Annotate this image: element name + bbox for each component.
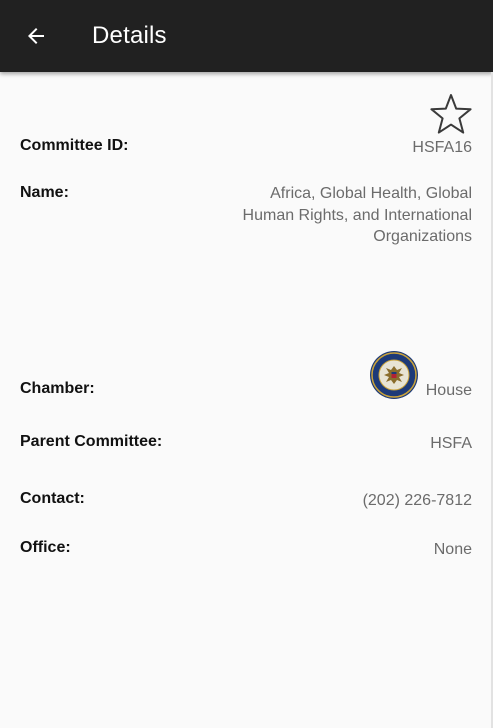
office-value: None: [433, 541, 472, 558]
committee-id-label: Committee ID:: [20, 137, 129, 154]
chamber-value: House: [425, 382, 472, 399]
name-value-line: Africa, Global Health, Global: [270, 185, 472, 202]
name-value-line: Human Rights, and International: [242, 206, 472, 224]
app-bar: [0, 0, 493, 72]
contact-value[interactable]: (202) 226-7812: [362, 492, 472, 509]
parent-committee-label: Parent Committee:: [20, 433, 163, 450]
name-label: Name:: [20, 184, 69, 201]
star-outline-icon: [429, 93, 473, 135]
name-value-line: Organizations: [373, 228, 472, 245]
favorite-button[interactable]: [429, 93, 473, 135]
back-button[interactable]: [16, 18, 56, 54]
parent-committee-value: HSFA: [430, 435, 472, 452]
name-value: [243, 183, 472, 248]
chamber-label: Chamber:: [20, 380, 95, 397]
page-title: Details: [92, 22, 167, 49]
committee-id-value: HSFA16: [412, 139, 472, 156]
arrow-left-icon: [24, 24, 48, 48]
contact-label: Contact:: [20, 490, 85, 507]
office-label: Office:: [20, 539, 71, 556]
house-seal-icon: [369, 350, 419, 400]
